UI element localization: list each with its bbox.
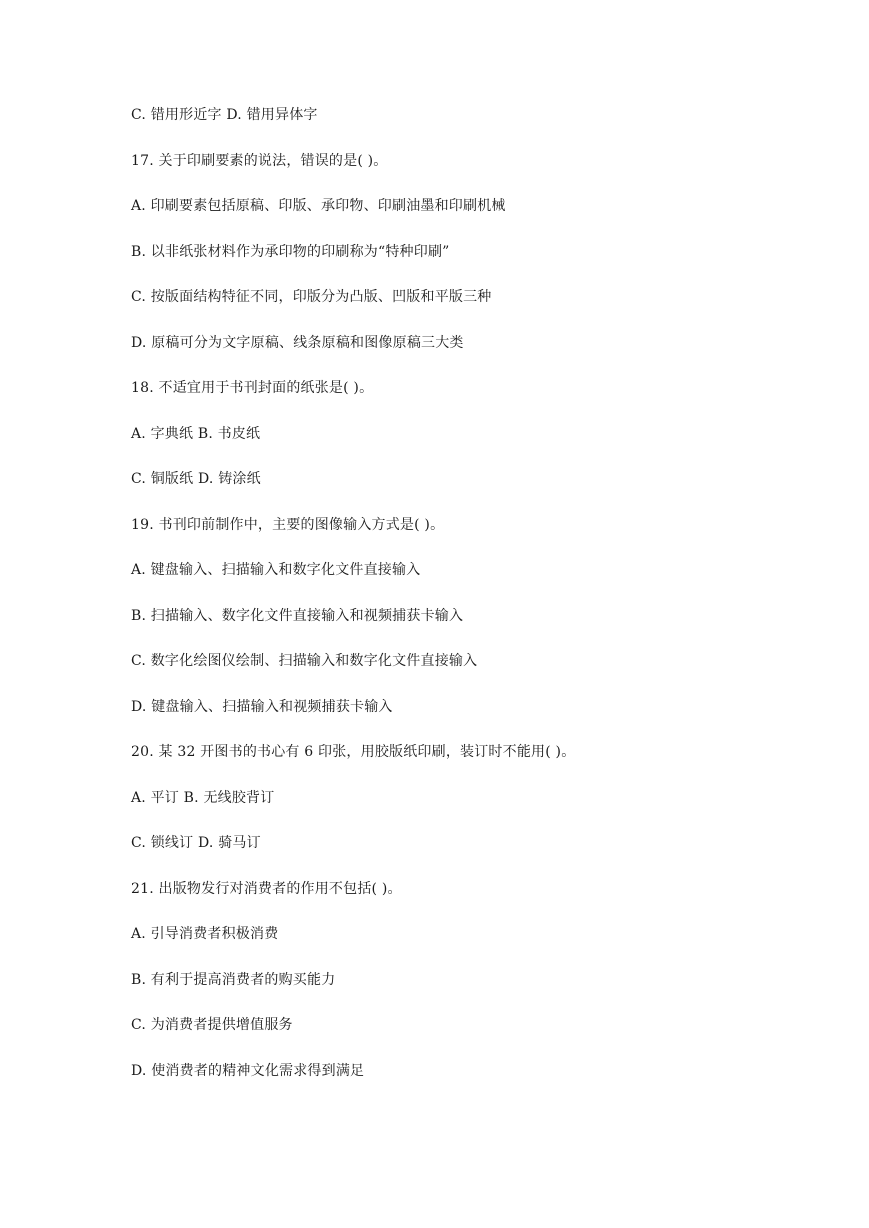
option-d-q17: D. 原稿可分为文字原稿、线条原稿和图像原稿三大类 [131,335,464,351]
option-a-q17: A. 印刷要素包括原稿、印版、承印物、印刷油墨和印刷机械 [131,198,506,214]
options-ab-q18: A. 字典纸 B. 书皮纸 [131,426,261,442]
option-a-q19: A. 键盘输入、扫描输入和数字化文件直接输入 [131,562,421,578]
option-c-q21: C. 为消费者提供增值服务 [131,1017,293,1033]
question-21: 21. 出版物发行对消费者的作用不包括( )。 [131,881,402,897]
option-b-q17: B. 以非纸张材料作为承印物的印刷称为“特种印刷” [131,244,450,260]
question-19: 19. 书刊印前制作中，主要的图像输入方式是( )。 [131,517,445,533]
option-b-q19: B. 扫描输入、数字化文件直接输入和视频捕获卡输入 [131,608,464,624]
question-17: 17. 关于印刷要素的说法，错误的是( )。 [131,153,388,169]
option-a-q21: A. 引导消费者积极消费 [131,926,279,942]
options-cd-q18: C. 铜版纸 D. 铸涂纸 [131,471,261,487]
option-b-q21: B. 有利于提高消费者的购买能力 [131,972,336,988]
options-cd-q20: C. 锁线订 D. 骑马订 [131,835,261,851]
option-d-q19: D. 键盘输入、扫描输入和视频捕获卡输入 [131,699,393,715]
option-c-q16: C. 错用形近字 D. 错用异体字 [131,107,318,123]
option-c-q19: C. 数字化绘图仪绘制、扫描输入和数字化文件直接输入 [131,653,478,669]
options-ab-q20: A. 平订 B. 无线胶背订 [131,790,275,806]
option-c-q17: C. 按版面结构特征不同，印版分为凸版、凹版和平版三种 [131,289,492,305]
question-20: 20. 某 32 开图书的书心有 6 印张，用胶版纸印刷，装订时不能用( )。 [131,744,576,760]
question-18: 18. 不适宜用于书刊封面的纸张是( )。 [131,380,374,396]
option-d-q21: D. 使消费者的精神文化需求得到满足 [131,1063,365,1079]
